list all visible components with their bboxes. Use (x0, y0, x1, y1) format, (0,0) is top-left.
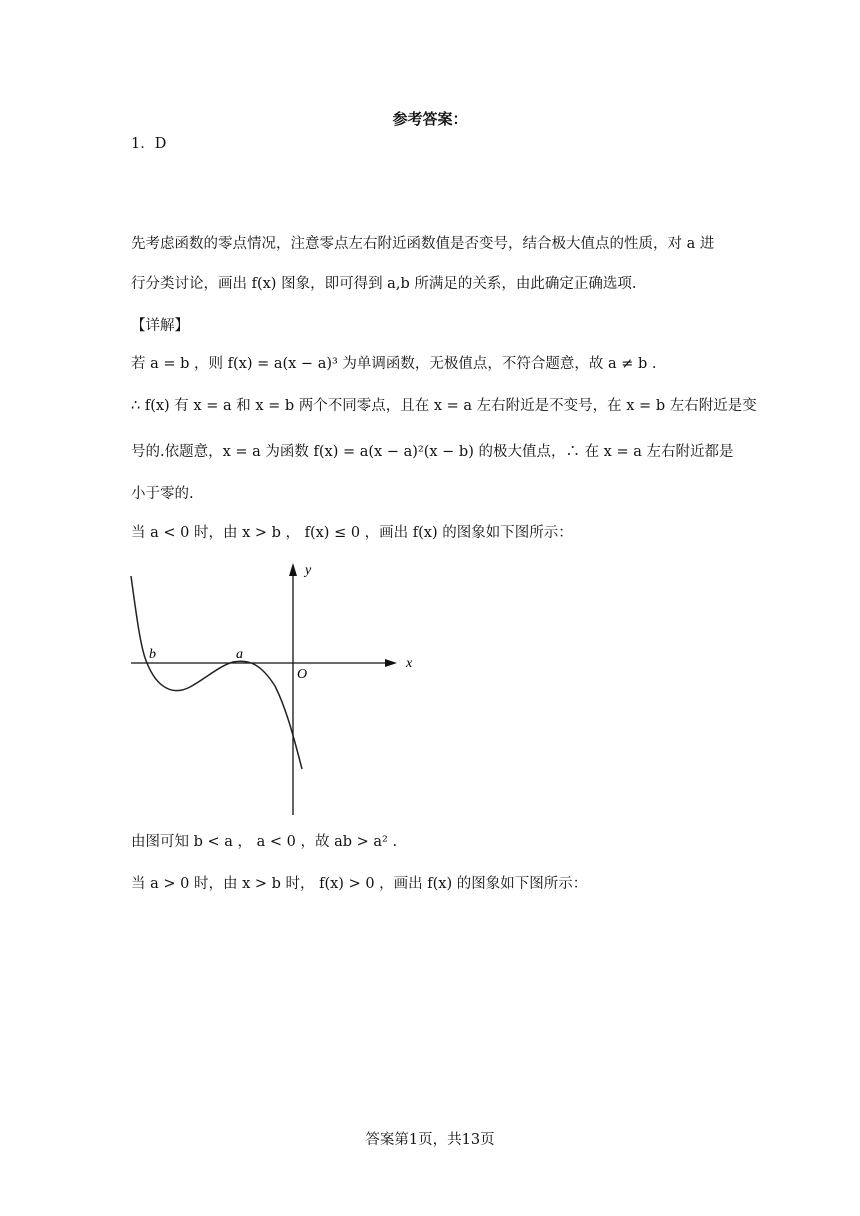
point-b-label: b (149, 647, 156, 662)
y-axis-label: y (305, 563, 312, 578)
detail-line-2: ∴ f(x) 有 x = a 和 x = b 两个不同零点，且在 x = a 左右附近是不变号，在 x = b 左右附近是变 (131, 398, 757, 414)
detail-line-4: 小于零的. (131, 486, 194, 502)
detail-line-3: 号的.依题意，x = a 为函数 f(x) = a(x − a)²(x − b) 的极大值点，∴ 在 x = a 左右附近都是 (131, 444, 734, 460)
y-axis-arrow (289, 563, 297, 576)
answer-title: 参考答案： (392, 110, 468, 128)
origin-label: O (297, 667, 308, 682)
function-curve (131, 576, 302, 769)
x-axis-arrow (385, 659, 397, 667)
answer-line: 1．D (131, 136, 167, 152)
detail-line-5: 当 a < 0 时，由 x > b ， f(x) ≤ 0 ，画出 f(x) 的图象如下图所示： (131, 525, 573, 541)
detail-line-1: 若 a = b ，则 f(x) = a(x − a)³ 为单调函数，无极值点，不符合题意，故 a ≠ b . (131, 356, 657, 372)
analysis-line-1: 先考虑函数的零点情况，注意零点左右附近函数值是否变号，结合极大值点的性质，对 a 进 (131, 236, 715, 252)
analysis-line-2: 行分类讨论，画出 f(x) 图象，即可得到 a,b 所满足的关系，由此确定正确选项. (131, 276, 637, 292)
conclusion-line-1: 由图可知 b < a ， a < 0 ，故 ab > a² . (131, 834, 398, 850)
point-a-label: a (236, 647, 243, 662)
conclusion-line-2: 当 a > 0 时，由 x > b 时， f(x) > 0 ，画出 f(x) 的图象如下图所示： (131, 876, 588, 892)
detail-header: 【详解】 (131, 318, 189, 334)
x-axis-label: x (406, 656, 413, 671)
page-footer: 答案第1页，共13页 (365, 1132, 495, 1148)
function-graph-figure (125, 560, 425, 822)
